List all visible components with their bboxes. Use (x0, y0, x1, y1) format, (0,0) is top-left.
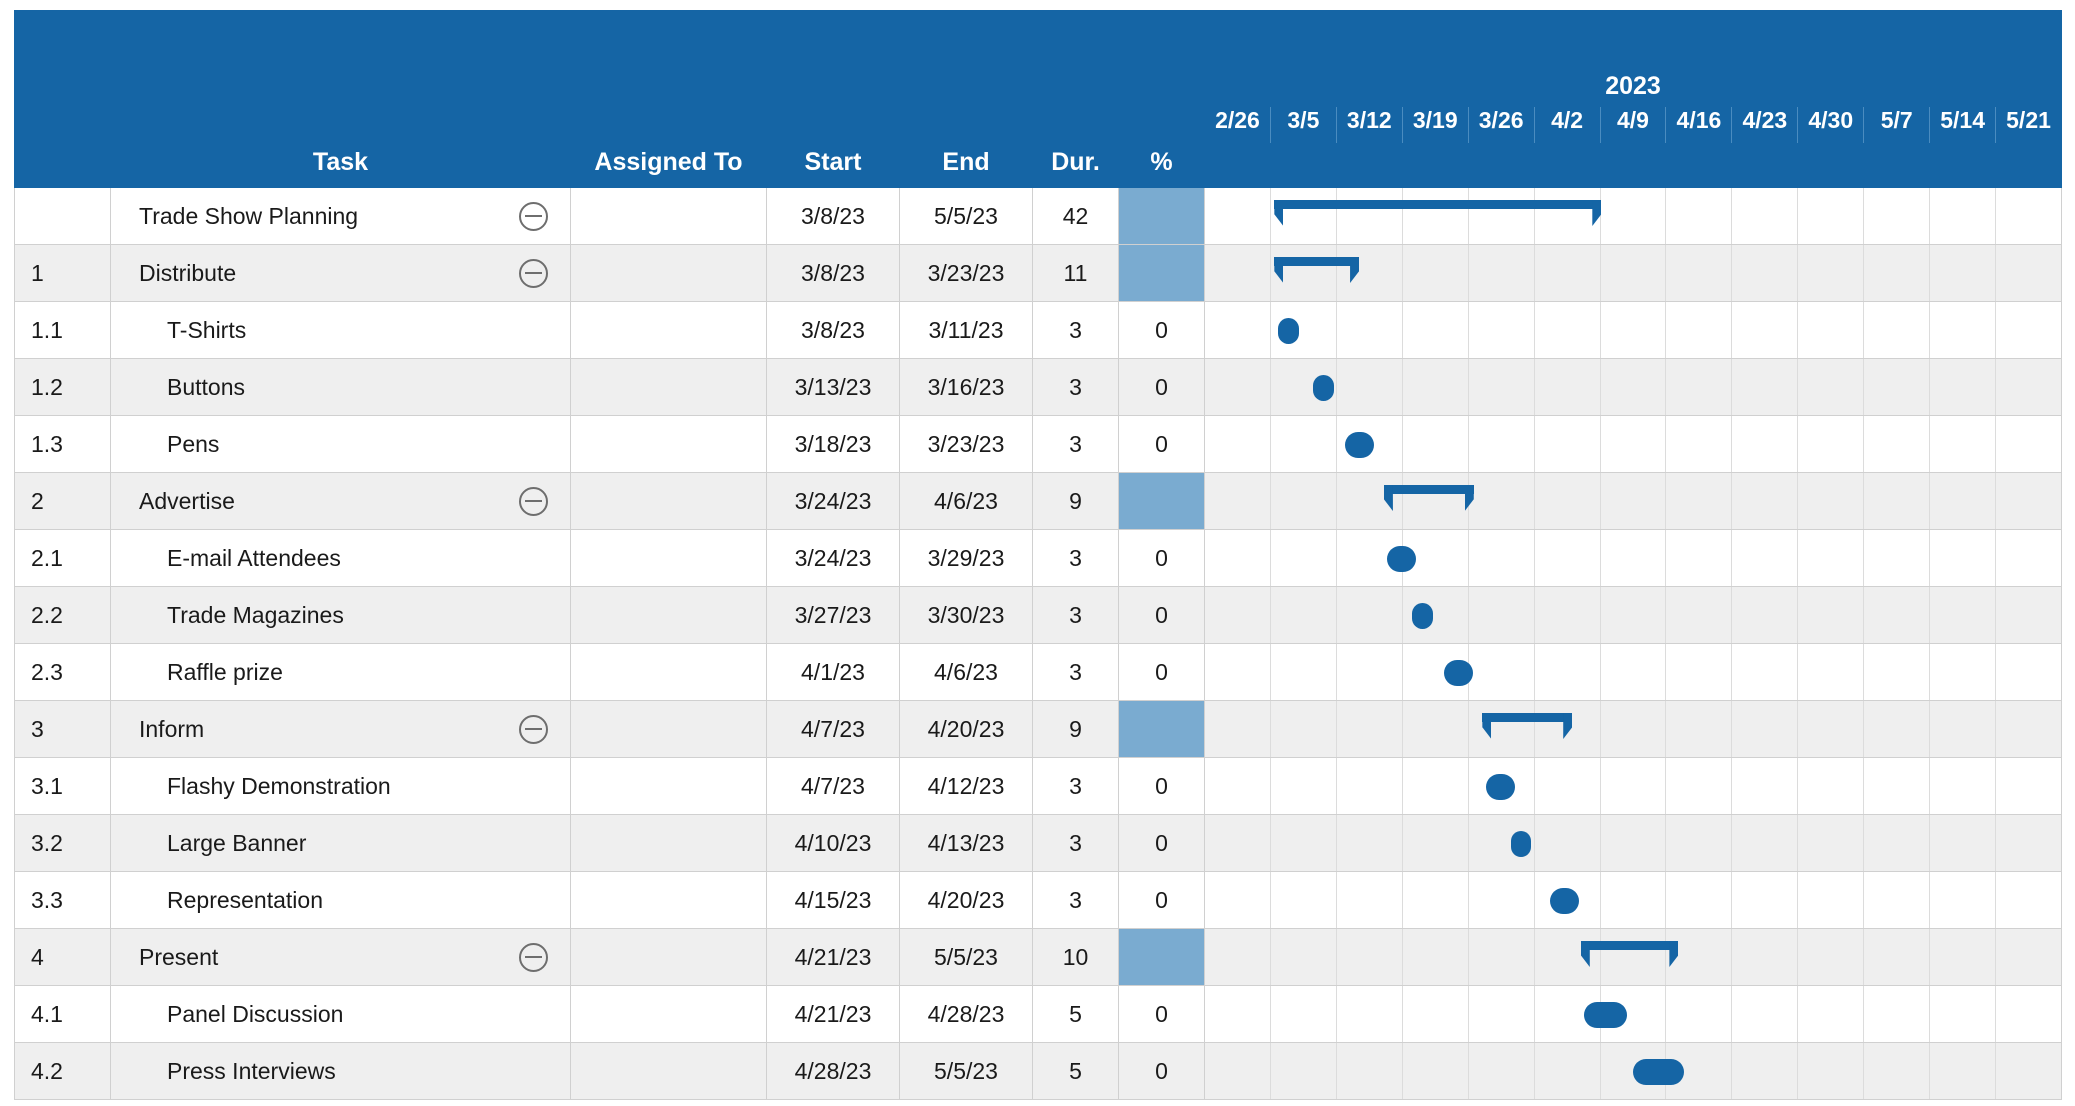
timeline-tick: 4/2 (1534, 107, 1600, 143)
task-bar[interactable] (1412, 603, 1433, 629)
cell-dur[interactable]: 5 (1033, 1043, 1119, 1100)
cell-end[interactable]: 3/23/23 (900, 416, 1033, 473)
cell-assigned-to[interactable] (571, 473, 767, 530)
cell-assigned-to[interactable] (571, 302, 767, 359)
timeline-tick: 5/7 (1863, 107, 1929, 143)
cell-end[interactable]: 4/12/23 (900, 758, 1033, 815)
cell-wbs[interactable]: 4.2 (15, 1043, 111, 1100)
task-label: E-mail Attendees (167, 544, 341, 571)
cell-start[interactable]: 3/24/23 (767, 473, 900, 530)
task-label: Advertise (139, 487, 235, 514)
table-row[interactable] (15, 701, 2062, 758)
summary-bar[interactable] (1581, 941, 1679, 950)
cell-start[interactable]: 4/7/23 (767, 758, 900, 815)
cell-dur[interactable]: 42 (1033, 188, 1119, 245)
bar-layer (1205, 473, 2061, 529)
cell-gantt-timeline (1205, 245, 2062, 302)
cell-gantt-timeline (1205, 473, 2062, 530)
task-bar[interactable] (1511, 831, 1532, 857)
bar-layer (1205, 530, 2061, 586)
task-label: Trade Magazines (167, 601, 344, 628)
table-row[interactable] (15, 473, 2062, 530)
cell-wbs[interactable]: 1.2 (15, 359, 111, 416)
cell-gantt-timeline (1205, 872, 2062, 929)
task-bar[interactable] (1444, 660, 1473, 686)
cell-gantt-timeline (1205, 929, 2062, 986)
cell-start[interactable]: 4/15/23 (767, 872, 900, 929)
bar-layer (1205, 929, 2061, 985)
summary-bar[interactable] (1274, 200, 1601, 209)
cell-end[interactable]: 4/20/23 (900, 872, 1033, 929)
cell-percent[interactable] (1119, 701, 1205, 758)
timeline-tick: 3/26 (1468, 107, 1534, 143)
cell-task-name[interactable] (111, 701, 571, 758)
cell-wbs[interactable]: 2.1 (15, 530, 111, 587)
cell-gantt-timeline (1205, 302, 2062, 359)
cell-start[interactable]: 4/10/23 (767, 815, 900, 872)
cell-gantt-timeline (1205, 188, 2062, 245)
cell-task-name[interactable] (111, 872, 571, 929)
cell-dur[interactable]: 11 (1033, 245, 1119, 302)
collapse-minus-icon[interactable] (519, 943, 548, 972)
cell-dur[interactable]: 3 (1033, 359, 1119, 416)
cell-end[interactable]: 3/30/23 (900, 587, 1033, 644)
table-row[interactable] (15, 188, 2062, 245)
cell-percent[interactable]: 0 (1119, 815, 1205, 872)
cell-percent[interactable] (1119, 473, 1205, 530)
bar-layer (1205, 1043, 2061, 1099)
task-label: Large Banner (167, 829, 307, 856)
cell-wbs[interactable]: 1 (15, 245, 111, 302)
cell-percent[interactable] (1119, 245, 1205, 302)
table-row[interactable] (15, 530, 2062, 587)
cell-wbs[interactable]: 3.2 (15, 815, 111, 872)
cell-percent[interactable]: 0 (1119, 1043, 1205, 1100)
cell-assigned-to[interactable] (571, 416, 767, 473)
table-row[interactable] (15, 815, 2062, 872)
cell-start[interactable]: 4/21/23 (767, 986, 900, 1043)
table-row[interactable] (15, 359, 2062, 416)
task-label: Distribute (139, 259, 237, 286)
cell-task-name[interactable] (111, 245, 571, 302)
cell-task-name[interactable] (111, 473, 571, 530)
timeline-tick: 4/9 (1600, 107, 1666, 143)
cell-start[interactable]: 3/24/23 (767, 530, 900, 587)
cell-end[interactable]: 5/5/23 (900, 929, 1033, 986)
timeline-tick: 3/12 (1336, 107, 1402, 143)
cell-assigned-to[interactable] (571, 872, 767, 929)
table-header-row (15, 11, 2062, 188)
cell-task-name[interactable] (111, 530, 571, 587)
table-row[interactable] (15, 644, 2062, 701)
bar-layer (1205, 701, 2061, 757)
cell-percent[interactable]: 0 (1119, 872, 1205, 929)
cell-end[interactable]: 4/6/23 (900, 644, 1033, 701)
summary-bar[interactable] (1274, 257, 1359, 266)
cell-task-name[interactable] (111, 188, 571, 245)
task-label: Buttons (167, 373, 245, 400)
cell-assigned-to[interactable] (571, 929, 767, 986)
cell-percent[interactable]: 0 (1119, 986, 1205, 1043)
cell-start[interactable]: 4/28/23 (767, 1043, 900, 1100)
cell-wbs[interactable] (15, 188, 111, 245)
cell-gantt-timeline (1205, 359, 2062, 416)
cell-dur[interactable]: 3 (1033, 416, 1119, 473)
cell-end[interactable]: 3/16/23 (900, 359, 1033, 416)
cell-task-name[interactable] (111, 758, 571, 815)
table-row[interactable] (15, 302, 2062, 359)
table-row[interactable] (15, 872, 2062, 929)
column-header-end[interactable]: End (900, 11, 1033, 188)
cell-wbs[interactable]: 2.3 (15, 644, 111, 701)
cell-end[interactable]: 4/6/23 (900, 473, 1033, 530)
cell-percent[interactable]: 0 (1119, 302, 1205, 359)
column-header-assigned-to[interactable]: Assigned To (571, 11, 767, 188)
cell-wbs[interactable]: 3 (15, 701, 111, 758)
cell-gantt-timeline (1205, 758, 2062, 815)
cell-dur[interactable]: 9 (1033, 473, 1119, 530)
timeline-tick: 5/14 (1929, 107, 1995, 143)
cell-start[interactable]: 4/1/23 (767, 644, 900, 701)
cell-assigned-to[interactable] (571, 530, 767, 587)
cell-percent[interactable]: 0 (1119, 644, 1205, 701)
table-row[interactable] (15, 245, 2062, 302)
bar-layer (1205, 815, 2061, 871)
task-label: Press Interviews (167, 1057, 336, 1084)
task-label: T-Shirts (167, 316, 247, 343)
cell-gantt-timeline (1205, 1043, 2062, 1100)
cell-percent[interactable] (1119, 929, 1205, 986)
timeline-year-label: 2023 (1605, 72, 1661, 100)
timeline-tick: 4/16 (1665, 107, 1731, 143)
cell-percent[interactable]: 0 (1119, 530, 1205, 587)
cell-dur[interactable]: 3 (1033, 644, 1119, 701)
cell-end[interactable]: 4/28/23 (900, 986, 1033, 1043)
collapse-minus-icon[interactable] (519, 259, 548, 288)
table-row[interactable] (15, 587, 2062, 644)
cell-start[interactable]: 3/27/23 (767, 587, 900, 644)
cell-dur[interactable]: 3 (1033, 530, 1119, 587)
cell-wbs[interactable]: 1.1 (15, 302, 111, 359)
summary-bar[interactable] (1384, 485, 1474, 494)
column-header-percent[interactable]: % (1119, 11, 1205, 188)
table-row[interactable] (15, 758, 2062, 815)
cell-gantt-timeline (1205, 644, 2062, 701)
bar-layer (1205, 359, 2061, 415)
cell-dur[interactable]: 3 (1033, 815, 1119, 872)
column-header-task[interactable]: Task (111, 11, 571, 188)
task-label: Trade Show Planning (139, 202, 359, 229)
cell-gantt-timeline (1205, 815, 2062, 872)
cell-start[interactable]: 3/13/23 (767, 359, 900, 416)
cell-assigned-to[interactable] (571, 188, 767, 245)
cell-dur[interactable]: 3 (1033, 302, 1119, 359)
task-bar[interactable] (1278, 318, 1299, 344)
timeline-tick: 4/23 (1731, 107, 1797, 143)
cell-dur[interactable]: 5 (1033, 986, 1119, 1043)
cell-end[interactable]: 4/20/23 (900, 701, 1033, 758)
cell-start[interactable]: 3/8/23 (767, 302, 900, 359)
cell-gantt-timeline (1205, 701, 2062, 758)
gantt-table (14, 10, 2062, 1100)
cell-assigned-to[interactable] (571, 587, 767, 644)
cell-wbs[interactable]: 2 (15, 473, 111, 530)
cell-task-name[interactable] (111, 359, 571, 416)
cell-gantt-timeline (1205, 587, 2062, 644)
cell-assigned-to[interactable] (571, 986, 767, 1043)
cell-wbs[interactable]: 2.2 (15, 587, 111, 644)
bar-layer (1205, 302, 2061, 358)
timeline-tick: 4/30 (1797, 107, 1863, 143)
cell-task-name[interactable] (111, 815, 571, 872)
cell-start[interactable]: 3/8/23 (767, 188, 900, 245)
table-row[interactable] (15, 1043, 2062, 1100)
cell-dur[interactable]: 10 (1033, 929, 1119, 986)
bar-layer (1205, 416, 2061, 472)
cell-wbs[interactable]: 3.3 (15, 872, 111, 929)
bar-layer (1205, 188, 2061, 244)
cell-gantt-timeline (1205, 416, 2062, 473)
task-label: Pens (167, 430, 220, 457)
cell-assigned-to[interactable] (571, 701, 767, 758)
cell-wbs[interactable]: 3.1 (15, 758, 111, 815)
cell-assigned-to[interactable] (571, 644, 767, 701)
cell-percent[interactable] (1119, 188, 1205, 245)
cell-wbs[interactable]: 4 (15, 929, 111, 986)
task-bar[interactable] (1550, 888, 1579, 914)
bar-layer (1205, 245, 2061, 301)
task-label: Panel Discussion (167, 1000, 344, 1027)
cell-assigned-to[interactable] (571, 758, 767, 815)
cell-task-name[interactable] (111, 1043, 571, 1100)
table-row[interactable] (15, 929, 2062, 986)
cell-assigned-to[interactable] (571, 1043, 767, 1100)
cell-end[interactable]: 3/23/23 (900, 245, 1033, 302)
cell-gantt-timeline (1205, 986, 2062, 1043)
timeline-tick: 3/5 (1270, 107, 1336, 143)
cell-wbs[interactable]: 4.1 (15, 986, 111, 1043)
timeline-tick: 3/19 (1402, 107, 1468, 143)
cell-task-name[interactable] (111, 416, 571, 473)
cell-task-name[interactable] (111, 302, 571, 359)
cell-end[interactable]: 4/13/23 (900, 815, 1033, 872)
task-label: Representation (167, 886, 323, 913)
collapse-minus-icon[interactable] (519, 202, 548, 231)
cell-dur[interactable]: 3 (1033, 872, 1119, 929)
bar-layer (1205, 644, 2061, 700)
task-label: Present (139, 943, 219, 970)
bar-layer (1205, 986, 2061, 1042)
cell-task-name[interactable] (111, 986, 571, 1043)
task-label: Inform (139, 715, 205, 742)
summary-bar[interactable] (1482, 713, 1572, 722)
collapse-minus-icon[interactable] (519, 487, 548, 516)
cell-wbs[interactable]: 1.3 (15, 416, 111, 473)
cell-gantt-timeline (1205, 530, 2062, 587)
collapse-minus-icon[interactable] (519, 715, 548, 744)
cell-start[interactable]: 4/21/23 (767, 929, 900, 986)
cell-percent[interactable]: 0 (1119, 359, 1205, 416)
cell-dur[interactable]: 9 (1033, 701, 1119, 758)
column-header-duration[interactable]: Dur. (1033, 11, 1119, 188)
cell-task-name[interactable] (111, 644, 571, 701)
bar-layer (1205, 758, 2061, 814)
cell-assigned-to[interactable] (571, 359, 767, 416)
cell-dur[interactable]: 3 (1033, 587, 1119, 644)
gantt-body (15, 188, 2062, 1100)
task-bar[interactable] (1313, 375, 1334, 401)
cell-end[interactable]: 5/5/23 (900, 1043, 1033, 1100)
cell-end[interactable]: 3/29/23 (900, 530, 1033, 587)
task-label: Raffle prize (167, 658, 283, 685)
cell-end[interactable]: 5/5/23 (900, 188, 1033, 245)
task-bar[interactable] (1633, 1059, 1684, 1085)
cell-percent[interactable]: 0 (1119, 587, 1205, 644)
cell-end[interactable]: 3/11/23 (900, 302, 1033, 359)
cell-assigned-to[interactable] (571, 245, 767, 302)
timeline-tick: 2/26 (1215, 107, 1260, 133)
column-header-wbs[interactable] (15, 11, 111, 188)
table-row[interactable] (15, 416, 2062, 473)
cell-task-name[interactable] (111, 587, 571, 644)
task-bar[interactable] (1345, 432, 1374, 458)
table-row[interactable] (15, 986, 2062, 1043)
task-bar[interactable] (1584, 1002, 1627, 1028)
task-bar[interactable] (1387, 546, 1416, 572)
timeline-tick: 5/21 (1995, 107, 2061, 143)
bar-layer (1205, 587, 2061, 643)
cell-task-name[interactable] (111, 929, 571, 986)
cell-start[interactable]: 4/7/23 (767, 701, 900, 758)
cell-start[interactable]: 3/18/23 (767, 416, 900, 473)
cell-percent[interactable]: 0 (1119, 758, 1205, 815)
task-label: Flashy Demonstration (167, 772, 391, 799)
timeline-tick-row (1205, 107, 2061, 143)
cell-percent[interactable]: 0 (1119, 416, 1205, 473)
bar-layer (1205, 872, 2061, 928)
cell-dur[interactable]: 3 (1033, 758, 1119, 815)
cell-assigned-to[interactable] (571, 815, 767, 872)
cell-start[interactable]: 3/8/23 (767, 245, 900, 302)
column-header-start[interactable]: Start (767, 11, 900, 188)
timeline-header (1205, 11, 2062, 188)
task-bar[interactable] (1486, 774, 1515, 800)
